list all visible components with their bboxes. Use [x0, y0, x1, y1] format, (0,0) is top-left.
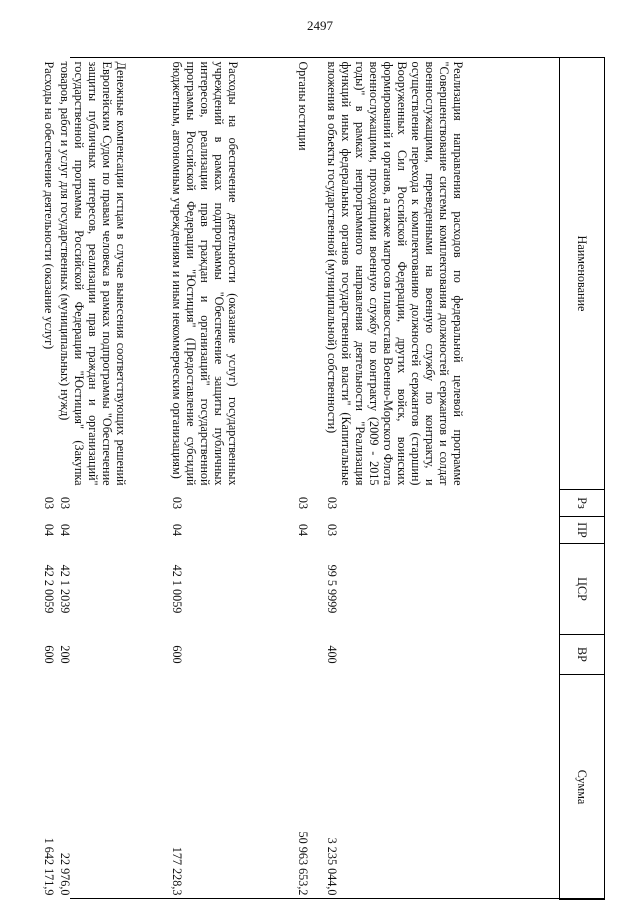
- page-number: 2497: [307, 18, 333, 33]
- row-rz: 03: [325, 496, 339, 510]
- row-name: Реализация направления расходов по федеральной целевой программе "Совершенствование системы комплектования должностей сержантов и солдат военнослужащими, переведенными на военную службу по контракту, и осуществление перехода к комплектованию должностей сержантов (старшин) Вооруженных Сил Российской Федерации, других войск, воинских формирований и органов, а также матросов плавсостава Военно-Морского Флота военнослужащими, проходящими военную службу по контракту (2009 - 2015 годы)" в рамках непрограммного направления деятельности "Реализация функций иных федеральных органов государственной власти" (Капитальные вложения в объекты государственной (муниципальной) собственности): [325, 61, 465, 486]
- header-rz: Рз: [560, 490, 605, 517]
- row-vr: 600: [170, 645, 184, 664]
- row-rz: 03: [170, 496, 184, 510]
- header-name: Наименование: [560, 58, 605, 490]
- row-vr: 200: [58, 645, 72, 664]
- row-pr: 04: [296, 523, 310, 537]
- row-sum: 22 976,0: [58, 852, 72, 896]
- budget-table: [37, 57, 605, 900]
- row-sum: 3 235 044,0: [325, 837, 339, 896]
- row-csr: 42 2 0059: [42, 564, 56, 614]
- row-csr: [295, 544, 324, 635]
- header-sum: Сумма: [560, 675, 605, 900]
- row-name: Денежные компенсации истцам в случае вынесения соответствующих решений Европейским Судом по правам человека в рамках подпрограммы "Обеспечение защиты публичных интересов, реализации прав граждан и организаций" государственной программы Российской Федерации "Юстиция" (Закупка товаров, работ и услуг для государственных (муниципальных) нужд): [58, 61, 128, 486]
- header-pr: ПР: [560, 517, 605, 544]
- row-sum: 1 642 171,9: [42, 837, 56, 896]
- table-header-row: [560, 58, 605, 900]
- row-name: Расходы на обеспечение деятельности (оказание услуг) государственных учреждений в рамках подпрограммы "Обеспечение защиты публичных интересов, реализации прав граждан и организаций" государственной программы Российской Федерации "Юстиция" (Предоставление субсидий бюджетным, автономным учреждениям и иным некоммерческим организациям): [170, 61, 240, 486]
- table-row: [324, 58, 560, 900]
- row-sum: 177 228,3: [170, 846, 184, 896]
- header-vr: ВР: [560, 635, 605, 675]
- row-csr: 42 1 0059: [170, 564, 184, 614]
- row-csr: 42 1 2039: [58, 564, 72, 614]
- row-name: Органы юстиции: [296, 61, 310, 151]
- row-rz: 03: [42, 496, 56, 510]
- table-row: [57, 58, 169, 900]
- table-row: [169, 58, 295, 900]
- row-name: Расходы на обеспечение деятельности (оказание услуг): [42, 61, 56, 350]
- row-csr: 99 5 9999: [325, 564, 339, 614]
- row-rz: 03: [296, 496, 310, 510]
- row-pr: 03: [325, 523, 339, 537]
- row-pr: 04: [170, 523, 184, 537]
- row-pr: 04: [42, 523, 56, 537]
- row-sum: 50 963 653,2: [296, 831, 310, 896]
- row-pr: 04: [58, 523, 72, 537]
- row-vr: 400: [325, 645, 339, 664]
- table-row: [37, 58, 57, 900]
- table-row: [295, 58, 324, 900]
- header-csr: ЦСР: [560, 544, 605, 635]
- row-rz: 03: [58, 496, 72, 510]
- row-vr: [295, 635, 324, 675]
- rotated-table-container: [42, 57, 605, 899]
- row-vr: 600: [42, 645, 56, 664]
